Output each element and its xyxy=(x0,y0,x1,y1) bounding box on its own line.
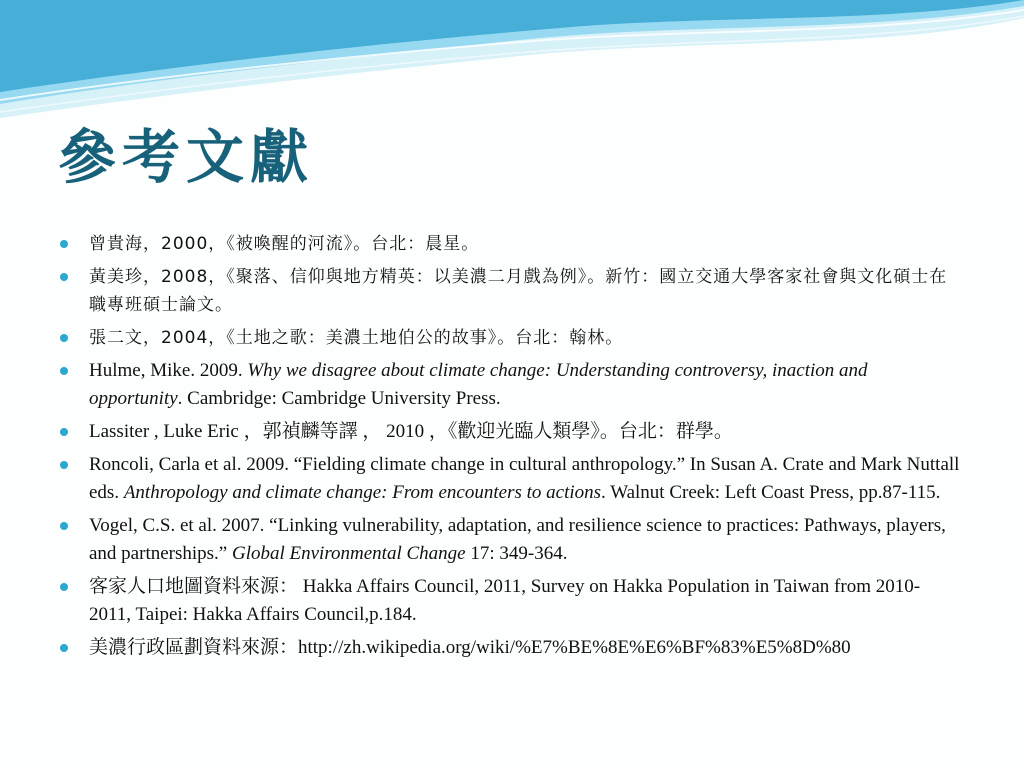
reference-italic-title: Anthropology and climate change: From encounters to actions xyxy=(123,482,602,503)
reference-item xyxy=(60,418,960,446)
reference-item xyxy=(60,573,960,629)
reference-prefix: Vogel, C.S. et al. 2007. “Linking vulnerability, adaptation, and resilience science to practices: Pathways, players, and partnerships.” xyxy=(89,515,946,564)
bullet-icon xyxy=(60,367,68,375)
bullet-icon xyxy=(60,240,68,248)
reference-list xyxy=(60,230,960,667)
bullet-icon xyxy=(60,644,68,652)
reference-suffix: . Walnut Creek: Left Coast Press, pp.87-115. xyxy=(601,482,941,503)
reference-text: Lassiter , Luke Eric ，郭禎麟等譯 ， 2010 ，《歡迎光臨人類學》。台北：群學。 xyxy=(89,421,733,442)
reference-suffix: 17: 349-364. xyxy=(465,543,568,564)
reference-italic-title: Why we disagree about climate change: Understanding controversy, inaction and opportunity xyxy=(89,360,868,409)
reference-text: 張二文，2004，《土地之歌：美濃土地伯公的故事》。台北：翰林。 xyxy=(89,328,624,348)
reference-prefix: Roncoli, Carla et al. 2009. “Fielding climate change in cultural anthropology.” In Susan A. Crate and Mark Nuttall eds. xyxy=(89,454,960,503)
reference-item xyxy=(60,512,960,568)
bullet-icon xyxy=(60,522,68,530)
slide-title: 參考文獻 xyxy=(58,123,315,191)
reference-prefix: Hulme, Mike. 2009. xyxy=(89,360,248,381)
reference-item xyxy=(60,451,960,507)
reference-text: 美濃行政區劃資料來源：http://zh.wikipedia.org/wiki/%E7%BE%8E%E6%BF%83%E5%8D%80 xyxy=(89,637,851,658)
reference-suffix: . Cambridge: Cambridge University Press. xyxy=(177,388,501,409)
reference-item xyxy=(60,357,960,413)
bullet-icon xyxy=(60,461,68,469)
reference-item xyxy=(60,263,960,319)
reference-item xyxy=(60,634,960,662)
bullet-icon xyxy=(60,428,68,436)
bullet-icon xyxy=(60,273,68,281)
bullet-icon xyxy=(60,583,68,591)
reference-text: 曾貴海，2000，《被喚醒的河流》。台北：晨星。 xyxy=(89,234,480,254)
reference-item xyxy=(60,230,960,258)
reference-text: 黃美珍，2008，《聚落、信仰與地方精英：以美濃二月戲為例》。新竹：國立交通大學客家社會與文化碩士在職專班碩士論文。 xyxy=(89,267,948,315)
reference-item xyxy=(60,324,960,352)
reference-italic-title: Global Environmental Change xyxy=(231,543,466,564)
wave-decoration xyxy=(0,0,1024,120)
bullet-icon xyxy=(60,334,68,342)
reference-text: 客家人口地圖資料來源： Hakka Affairs Council, 2011, Survey on Hakka Population in Taiwan from 2010-2011, Taipei: Hakka Affairs Council,p.184. xyxy=(89,576,921,625)
